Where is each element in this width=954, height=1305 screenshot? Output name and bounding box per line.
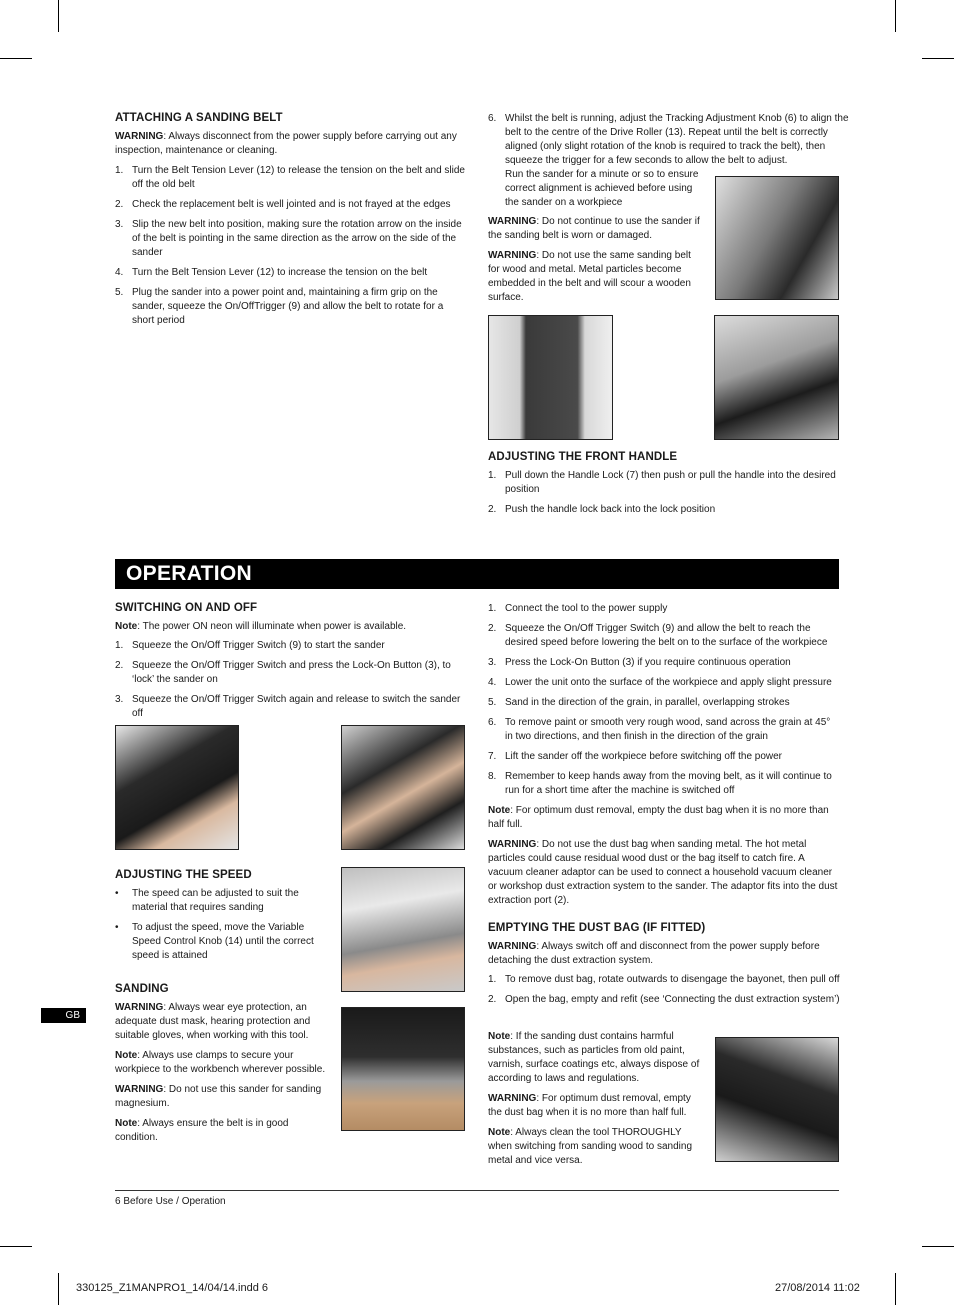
steps-list	[488, 973, 840, 1007]
attaching-belt-section	[115, 112, 467, 334]
note-paragraph: Note: Always ensure the belt is in good condition.	[115, 1118, 289, 1143]
list-item: 1. Turn the Belt Tension Lever (12) to release the tension on the belt and slide off the old belt	[115, 165, 465, 190]
section-heading: ADJUSTING THE FRONT HANDLE	[488, 451, 678, 463]
list-item: 2. Squeeze the On/Off Trigger Switch (9) and allow the belt to reach the desired speed before lowering the belt on to the surface of the workpiece	[488, 623, 828, 648]
note-paragraph: Note: The power ON neon will illuminate when power is available.	[115, 621, 407, 632]
list-item: 5. Plug the sander into a power point and, maintaining a firm grip on the sander, squeeze the On/OffTrigger (9) and allow the belt to rotate for a short period	[115, 287, 444, 326]
steps-list	[115, 639, 467, 721]
speed-knob-photo	[341, 867, 465, 992]
section-heading: SWITCHING ON AND OFF	[115, 602, 258, 614]
section-heading: SANDING	[115, 983, 169, 995]
crop-mark	[895, 0, 896, 32]
operation-banner	[115, 559, 839, 589]
operation-steps-section	[488, 602, 840, 908]
crop-mark	[58, 1273, 59, 1305]
list-item: 2. Check the replacement belt is well jointed and is not frayed at the edges	[115, 199, 451, 210]
list-item: 2. Squeeze the On/Off Trigger Switch and press the Lock-On Button (3), to ‘lock’ the sander on	[115, 660, 451, 685]
list-item: 7. Lift the sander off the workpiece before switching off the power	[488, 751, 783, 762]
tracking-knob-photo	[715, 176, 839, 300]
switching-section	[115, 602, 467, 727]
crop-mark	[0, 58, 32, 59]
warning-paragraph: WARNING: Do not use the dust bag when sanding metal. The hot metal particles could cause residual wood dust or the bag itself to catch fire. A vacuum cleaner adaptor can be used to connect a household vacuum cleaner or workshop dust extraction system to the sander. The adaptor fits into the dust extraction port (2).	[488, 839, 838, 906]
list-item: 6. Whilst the belt is running, adjust the Tracking Adjustment Knob (6) to align the belt to the centre of the Drive Roller (13). Repeat until the belt is correctly aligned (only slight rotation of the knob is required to track the belt), then squeeze the trigger for a few seconds to allow the belt to adjust.	[488, 113, 849, 166]
sander-on-workpiece-photo	[341, 1007, 465, 1131]
steps-list	[488, 602, 840, 798]
list-item: 3. Squeeze the On/Off Trigger Switch again and release to switch the sander off	[115, 694, 461, 719]
list-item: 1. Connect the tool to the power supply	[488, 603, 668, 614]
page-footer: 6 Before Use / Operation	[115, 1196, 226, 1207]
list-item: 8. Remember to keep hands away from the moving belt, as it will continue to run for a short time after the machine is switched off	[488, 771, 832, 796]
note-paragraph: Note: Always clean the tool THOROUGHLY when switching from sanding wood to sanding metal and vice versa.	[488, 1127, 693, 1166]
warning-paragraph: WARNING: Do not use the same sanding belt for wood and metal. Metal particles become embedded in the belt and will scour a wooden surface.	[488, 250, 691, 303]
crop-mark	[895, 1273, 896, 1305]
speed-section	[115, 869, 330, 969]
file-slug: 330125_Z1MANPRO1_14/04/14.indd 6	[76, 1282, 269, 1294]
list-item: 2. Open the bag, empty and refit (see ‘Connecting the dust extraction system’)	[488, 994, 840, 1005]
front-handle-section	[488, 451, 840, 523]
warning-paragraph: WARNING: Always disconnect from the power supply before carrying out any inspection, maintenance or cleaning.	[115, 131, 457, 156]
crop-mark	[58, 0, 59, 32]
crop-mark	[922, 1246, 954, 1247]
section-heading: ADJUSTING THE SPEED	[115, 869, 252, 881]
language-tab: GB	[41, 1008, 86, 1023]
list-item: 1. Squeeze the On/Off Trigger Switch (9) to start the sander	[115, 640, 385, 651]
warning-paragraph: WARNING: For optimum dust removal, empty the dust bag when it is no more than half full.	[488, 1093, 691, 1118]
crop-mark	[0, 1246, 32, 1247]
warning-paragraph: WARNING: Always switch off and disconnect from the power supply before detaching the dust extraction system.	[488, 941, 820, 966]
banner-title: OPERATION	[126, 562, 252, 585]
note-paragraph: Note: If the sanding dust contains harmful substances, such as particles from old paint, varnish, surface coatings etc, always dispose of according to laws and regulations.	[488, 1031, 700, 1084]
list-item: 3. Press the Lock-On Button (3) if you require continuous operation	[488, 657, 791, 668]
lock-on-button-photo	[341, 725, 465, 850]
section-heading: EMPTYING THE DUST BAG (IF FITTED)	[488, 922, 706, 934]
dust-bag-photo	[715, 1037, 839, 1162]
footer-rule	[115, 1190, 839, 1191]
list-item: 1. Pull down the Handle Lock (7) then push or pull the handle into the desired position	[488, 470, 836, 495]
dust-bag-notes	[488, 1030, 703, 1168]
trigger-grip-photo	[115, 725, 239, 850]
list-item: 6. To remove paint or smooth very rough wood, sand across the grain at 45° in two directions, and then finish in the direction of the grain	[488, 717, 831, 742]
list-item: 4. Turn the Belt Tension Lever (12) to increase the tension on the belt	[115, 267, 428, 278]
date-slug: 27/08/2014 11:02	[775, 1282, 860, 1294]
list-item: • To adjust the speed, move the Variable Speed Control Knob (14) until the correct speed is attained	[115, 922, 314, 961]
list-item: 1. To remove dust bag, rotate outwards to disengage the bayonet, then pull off	[488, 974, 840, 985]
list-item: 4. Lower the unit onto the surface of the workpiece and apply slight pressure	[488, 677, 832, 688]
steps-list	[115, 164, 467, 328]
note-paragraph: Note: For optimum dust removal, empty the dust bag when it is no more than half full.	[488, 805, 829, 830]
bullet-list	[115, 887, 330, 963]
sanding-section	[115, 983, 330, 1145]
steps-list	[488, 469, 840, 517]
warning-paragraph: WARNING: Do not use this sander for sanding magnesium.	[115, 1084, 322, 1109]
note-paragraph: Note: Always use clamps to secure your workpiece to the workbench wherever possible.	[115, 1050, 326, 1075]
warning-paragraph: WARNING: Do not continue to use the sander if the sanding belt is worn or damaged.	[488, 216, 700, 241]
section-heading: ATTACHING A SANDING BELT	[115, 112, 283, 124]
list-item: 3. Slip the new belt into position, making sure the rotation arrow on the inside of the belt is pointing in the same direction as the arrow on the side of the sander	[115, 219, 462, 258]
step6-continued: Run the sander for a minute or so to ensure correct alignment is achieved before using the sander on a workpiece	[505, 169, 699, 208]
crop-mark	[922, 58, 954, 59]
list-item: 2. Push the handle lock back into the lock position	[488, 504, 716, 515]
list-item: 5. Sand in the direction of the grain, in parallel, overlapping strokes	[488, 697, 790, 708]
tension-lever-photo	[714, 315, 839, 440]
list-item: • The speed can be adjusted to suit the material that requires sanding	[115, 888, 299, 913]
warning-paragraph: WARNING: Always wear eye protection, an adequate dust mask, hearing protection and suitable gloves, when working with this tool.	[115, 1002, 311, 1041]
dust-bag-section	[488, 922, 840, 1013]
belt-fitting-photo	[488, 315, 613, 440]
